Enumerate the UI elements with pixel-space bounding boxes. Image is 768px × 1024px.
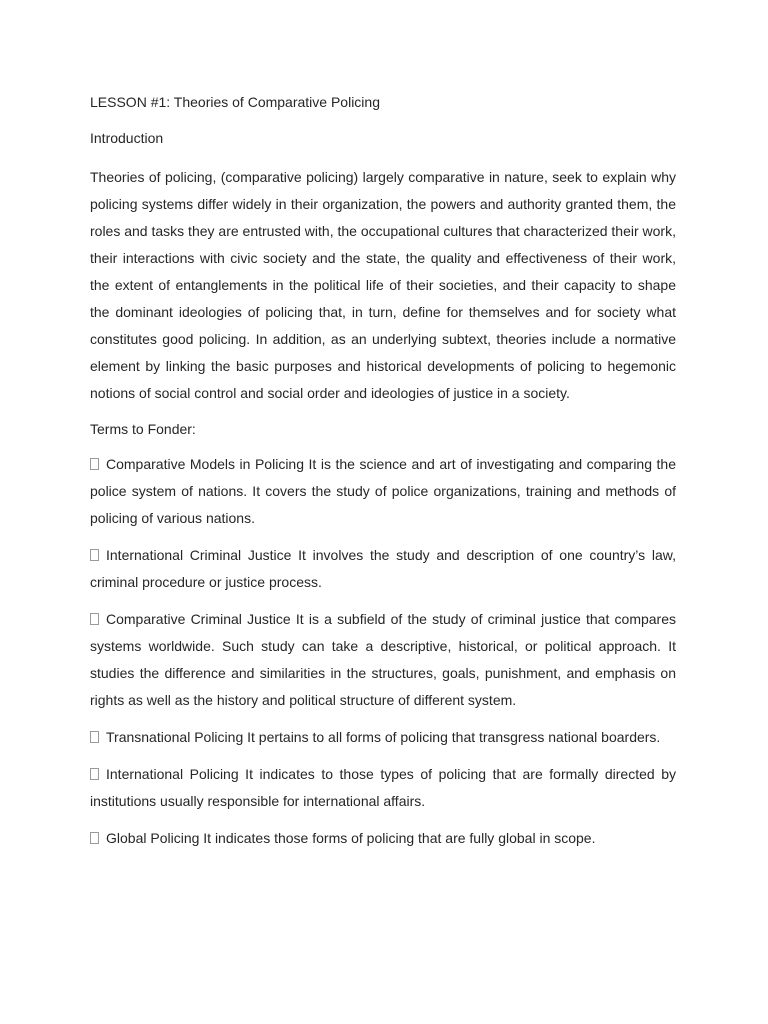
bullet-icon <box>90 832 99 844</box>
section-heading-introduction: Introduction <box>90 130 164 146</box>
term-text: Comparative Models in Policing It is the science and art of investigating and comparing the police system of nations. It covers the study of police organizations, training and methods of policing of various nations. <box>90 456 676 526</box>
document-page <box>90 92 676 852</box>
bullet-icon <box>90 768 99 780</box>
bullet-icon <box>90 458 99 470</box>
term-item <box>90 825 676 852</box>
intro-paragraph: Theories of policing, (comparative policing) largely comparative in nature, seek to explain why policing systems differ widely in their organization, the powers and authority granted them, the roles and tasks they are entrusted with, the occupational cultures that characterized their work, their interactions with civic society and the state, the quality and effectiveness of their work, the extent of entanglements in the political life of their societies, and their capacity to shape the dominant ideologies of policing that, in turn, define for themselves and for society what constitutes good policing. In addition, as an underlying subtext, theories include a normative element by linking the basic purposes and historical developments of policing to hegemonic notions of social control and social order and ideologies of justice in a society. <box>90 169 676 401</box>
bullet-icon <box>90 613 99 625</box>
term-text: International Criminal Justice It involves the study and description of one country’s law, criminal procedure or justice process. <box>90 547 676 590</box>
bullet-icon <box>90 549 99 561</box>
term-text: Transnational Policing It pertains to all forms of policing that transgress national boarders. <box>106 729 661 745</box>
term-item <box>90 542 676 596</box>
term-item <box>90 761 676 815</box>
terms-heading: Terms to Fonder: <box>90 421 196 437</box>
lesson-title: LESSON #1: Theories of Comparative Policing <box>90 94 380 110</box>
term-item <box>90 724 676 751</box>
term-text: International Policing It indicates to those types of policing that are formally directed by institutions usually responsible for international affairs. <box>90 766 676 809</box>
term-text: Comparative Criminal Justice It is a subfield of the study of criminal justice that compares systems worldwide. Such study can take a descriptive, historical, or political approach. It studies the difference and similarities in the structures, goals, punishment, and emphasis on rights as well as the history and political structure of different system. <box>90 611 676 708</box>
bullet-icon <box>90 731 99 743</box>
term-item <box>90 451 676 532</box>
term-item <box>90 606 676 714</box>
term-text: Global Policing It indicates those forms of policing that are fully global in scope. <box>106 830 596 846</box>
